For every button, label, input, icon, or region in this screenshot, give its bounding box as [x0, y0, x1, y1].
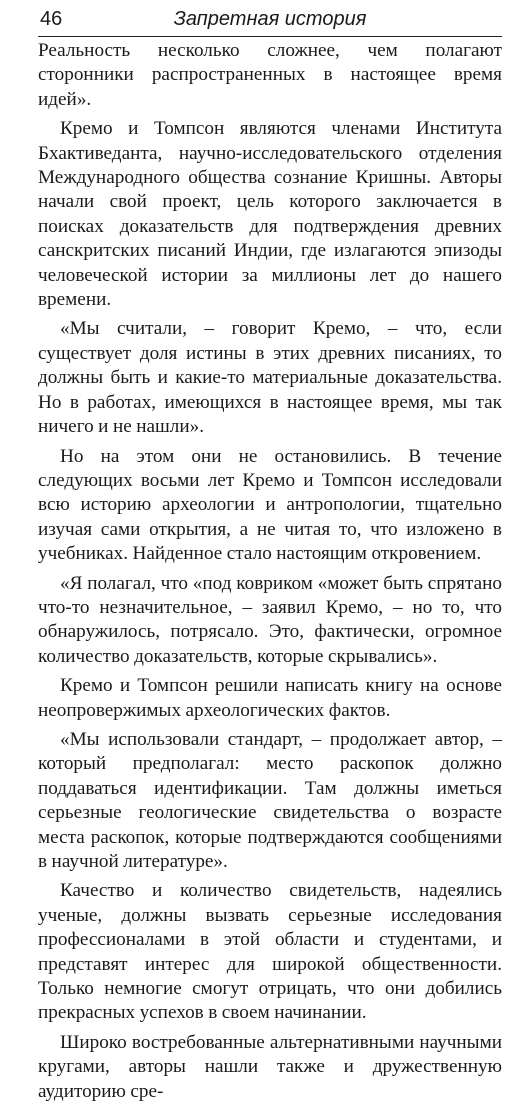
page-number: 46: [40, 8, 63, 30]
paragraph-9: Широко востребованные альтернативными научными кругами, авторы нашли также и дружественную аудиторию сре-: [38, 1031, 502, 1102]
paragraph-4: Но на этом они не остановились. В течение следующих восьми лет Кремо и Томпсон исследовали всю историю археологии и антропологии, тщательно изучая сами открытия, а не читая то, что изложено в учебниках. Найденное стало настоящим откровением.: [38, 445, 502, 565]
page-header: [38, 6, 502, 37]
paragraph-6: Кремо и Томпсон решили написать книгу на основе неопровержимых археологических фактов.: [38, 675, 502, 721]
paragraph-3: «Мы считали, – говорит Кремо, – что, если существует доля истины в этих древних писаниях, то должны быть и какие-то материальные доказательства. Но в работах, имеющихся в настоящее время, мы так ничего и не нашли».: [38, 318, 502, 438]
paragraph-5: «Я полагал, что «под ковриком «может быть спрятано что-то незначительное, – заявил Кремо, – но то, что обнаружилось, потрясало. Это, фактически, огромное количество доказательств, которые скрывались».: [38, 572, 502, 667]
paragraph-7: «Мы использовали стандарт, – продолжает автор, – который предполагал: место раскопок должно поддаваться идентификации. Там должны иметься серьезные геологические свидетельства о возрасте места раскопок, которые подтверждаются сообщениями в научной литературе».: [38, 728, 502, 872]
paragraph-8: Качество и количество свидетельств, надеялись ученые, должны вызвать серьезные исследования профессионалами в этой области и студентами, и представят интерес для широкой общественности. Только немногие смогут отрицать, что они добились прекрасных успехов в своем начинании.: [38, 880, 502, 1024]
paragraph-2: Кремо и Томпсон являются членами Института Бхактиведанта, научно-исследовательского отделения Международного общества сознание Кришны. Авторы начали свой проект, цель которого заключается в поисках доказательств для подтверждения древних санскритских писаний Индии, где излагаются эпизоды человеческой истории за миллионы лет до нашего времени.: [38, 118, 502, 311]
running-title: Запретная история: [173, 8, 367, 30]
paragraph-1: Реальность несколько сложнее, чем полагают сторонники распространенных в настоящее время идей».: [38, 40, 502, 110]
body-text: [38, 39, 502, 1109]
